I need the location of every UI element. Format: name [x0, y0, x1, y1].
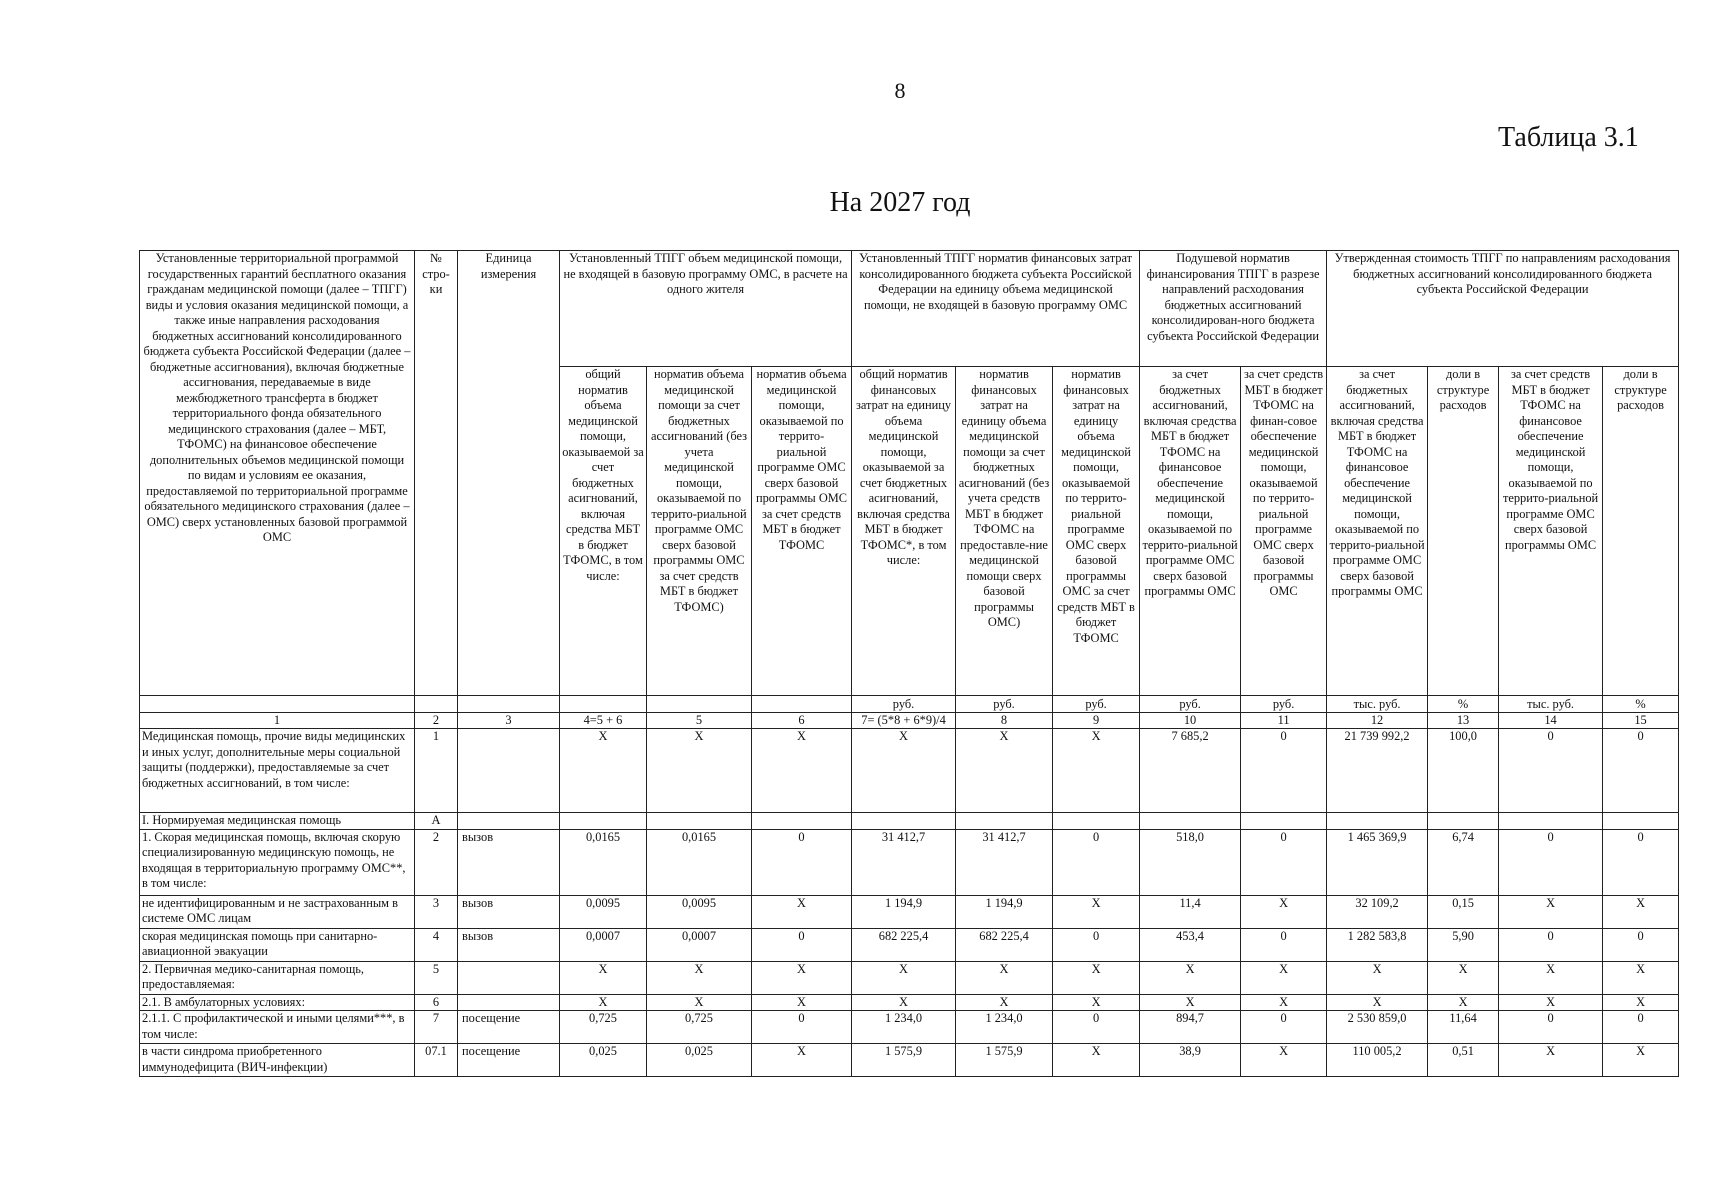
cell: X: [852, 994, 956, 1011]
header-col-description: Установленные территориальной программой государственных гарантий бесплатного оказания гражданам медицинской помощи (далее – ТПГГ) виды и условия оказания медицинской помощи, а также иные направления расходования бюджетных ассигнований консолидированного бюджета субъекта Российской Федерации (далее – бюджетные ассигнования), включая бюджетные ассигнования, передаваемые в виде межбюджетного трансферта в бюджет территориального фонда обязательного медицинского страхования (далее – МБТ, ТФОМС) на финансовое обеспечение дополнительных объемов медицинской помощи по видам и условиям ее оказания, предоставляемой по территориальной программе обязательного медицинского страхования (далее – ОМС) сверх установленных базовой программой ОМС: [140, 251, 415, 696]
cell: [647, 813, 752, 830]
unit-cell: %: [1603, 696, 1679, 713]
cell: X: [560, 994, 647, 1011]
cell: 0: [1499, 829, 1603, 895]
cell: 0: [1053, 1011, 1140, 1044]
table-row: [140, 895, 1679, 928]
cell: X: [1053, 961, 1140, 994]
cell: X: [560, 729, 647, 813]
cell: 5,90: [1428, 928, 1499, 961]
cell: 0,025: [647, 1044, 752, 1077]
cell: 1 575,9: [852, 1044, 956, 1077]
cell: 0,725: [647, 1011, 752, 1044]
cell: 11,64: [1428, 1011, 1499, 1044]
cell: [1603, 813, 1679, 830]
row-unit: вызов: [458, 895, 560, 928]
cell: X: [647, 961, 752, 994]
column-number: 1: [140, 713, 415, 729]
cell: 894,7: [1140, 1011, 1241, 1044]
cell: X: [852, 961, 956, 994]
cell: [560, 813, 647, 830]
cell: X: [852, 729, 956, 813]
header-col-15: доли в структуре расходов: [1603, 367, 1679, 696]
row-number: 5: [415, 961, 458, 994]
cell: X: [1603, 1044, 1679, 1077]
cell: X: [1327, 994, 1428, 1011]
row-number: 7: [415, 1011, 458, 1044]
cell: X: [752, 1044, 852, 1077]
column-number: 8: [956, 713, 1053, 729]
header-col-row-number: № стро-ки: [415, 251, 458, 696]
cell: [956, 813, 1053, 830]
row-unit: [458, 994, 560, 1011]
cell: 0: [1241, 829, 1327, 895]
cell: [1140, 813, 1241, 830]
cell: X: [1140, 961, 1241, 994]
cell: 0: [1241, 729, 1327, 813]
unit-cell: руб.: [1140, 696, 1241, 713]
row-unit: [458, 961, 560, 994]
cell: [1499, 813, 1603, 830]
header-col-7: общий норматив финансовых затрат на единицу объема медицинской помощи, оказываемой за счет бюджетных асигнований, включая средства МБТ в бюджет ТФОМС*, в том числе:: [852, 367, 956, 696]
cell: 100,0: [1428, 729, 1499, 813]
row-unit: вызов: [458, 829, 560, 895]
cell: X: [1603, 961, 1679, 994]
row-name: I. Нормируемая медицинская помощь: [140, 813, 415, 830]
cell: X: [752, 961, 852, 994]
cell: X: [1053, 994, 1140, 1011]
cell: 453,4: [1140, 928, 1241, 961]
row-unit: вызов: [458, 928, 560, 961]
row-name: не идентифицированным и не застрахованным в системе ОМС лицам: [140, 895, 415, 928]
cell: 31 412,7: [956, 829, 1053, 895]
header-col-10: за счет бюджетных ассигнований, включая средства МБТ в бюджет ТФОМС на финансовое обеспечение медицинской помощи, оказываемой по террито-риальной программе ОМС сверх базовой программы ОМС: [1140, 367, 1241, 696]
row-name: 2.1.1. С профилактической и иными целями***, в том числе:: [140, 1011, 415, 1044]
row-name: 2. Первичная медико-санитарная помощь, предоставляемая:: [140, 961, 415, 994]
unit-cell: руб.: [956, 696, 1053, 713]
cell: 682 225,4: [852, 928, 956, 961]
cell: 0,15: [1428, 895, 1499, 928]
cell: 0,0095: [560, 895, 647, 928]
row-name: Медицинская помощь, прочие виды медицинских и иных услуг, дополнительные меры социальной защиты (поддержки), предоставляемые за счет бюджетных ассигнований, в том числе:: [140, 729, 415, 813]
cell: 2 530 859,0: [1327, 1011, 1428, 1044]
row-unit: [458, 729, 560, 813]
table-row: [140, 829, 1679, 895]
header-col-unit: Единица измерения: [458, 251, 560, 696]
budget-table: [139, 250, 1679, 1077]
cell: X: [956, 994, 1053, 1011]
row-number: A: [415, 813, 458, 830]
row-name: 2.1. В амбулаторных условиях:: [140, 994, 415, 1011]
unit-cell: руб.: [1241, 696, 1327, 713]
cell: 0,0095: [647, 895, 752, 928]
cell: X: [1499, 895, 1603, 928]
cell: 0: [1241, 928, 1327, 961]
cell: 110 005,2: [1327, 1044, 1428, 1077]
cell: [1053, 813, 1140, 830]
cell: 0: [752, 928, 852, 961]
unit-cell: руб.: [852, 696, 956, 713]
header-row-groups: [140, 251, 1679, 367]
column-number: 7= (5*8 + 6*9)/4: [852, 713, 956, 729]
cell: X: [1241, 994, 1327, 1011]
cell: 0,025: [560, 1044, 647, 1077]
column-number: 13: [1428, 713, 1499, 729]
cell: 0,0007: [647, 928, 752, 961]
cell: 0: [1603, 729, 1679, 813]
header-col-9: норматив финансовых затрат на единицу объема медицинской помощи, оказываемой по террито-риальной программе ОМС сверх базовой программы ОМС за счет средств МБТ в бюджет ТФОМС: [1053, 367, 1140, 696]
cell: 0: [752, 1011, 852, 1044]
cell: [1428, 813, 1499, 830]
table-label: Таблица 3.1: [1498, 122, 1639, 153]
cell: X: [647, 729, 752, 813]
cell: 0: [1499, 1011, 1603, 1044]
column-number: 15: [1603, 713, 1679, 729]
row-unit: посещение: [458, 1011, 560, 1044]
cell: X: [647, 994, 752, 1011]
column-number: 10: [1140, 713, 1241, 729]
cell: X: [1053, 729, 1140, 813]
header-col-14: за счет средств МБТ в бюджет ТФОМС на финансовое обеспечение медицинской помощи, оказываемой по террито-риальной программе ОМС сверх базовой программы ОМС: [1499, 367, 1603, 696]
cell: 21 739 992,2: [1327, 729, 1428, 813]
table-row: [140, 813, 1679, 830]
table-row: [140, 928, 1679, 961]
cell: X: [752, 895, 852, 928]
cell: 0: [1499, 928, 1603, 961]
header-group-volume: Установленный ТПГГ объем медицинской помощи, не входящей в базовую программу ОМС, в расчете на одного жителя: [560, 251, 852, 367]
cell: [852, 813, 956, 830]
row-name: скорая медицинская помощь при санитарно-авиационной эвакуации: [140, 928, 415, 961]
row-number: 3: [415, 895, 458, 928]
table-row: [140, 1044, 1679, 1077]
cell: 518,0: [1140, 829, 1241, 895]
cell: 0,725: [560, 1011, 647, 1044]
column-number: 14: [1499, 713, 1603, 729]
table-row: [140, 1011, 1679, 1044]
row-number: 1: [415, 729, 458, 813]
cell: 6,74: [1428, 829, 1499, 895]
header-col-4: общий норматив объема медицинской помощи, оказываемой за счет бюджетных асигнований, включая средства МБТ в бюджет ТФОМС, в том числе:: [560, 367, 647, 696]
row-number: 6: [415, 994, 458, 1011]
cell: X: [1053, 1044, 1140, 1077]
header-group-per-capita: Подушевой норматив финансирования ТПГГ в разрезе направлений расходования бюджетных ассигнований консолидирован-ного бюджета субъекта Российской Федерации: [1140, 251, 1327, 367]
header-col-11: за счет средств МБТ в бюджет ТФОМС на финан-совое обеспечение медицинской помощи, оказываемой по террито-риальной программе ОМС сверх базовой программы ОМС: [1241, 367, 1327, 696]
cell: 0: [1053, 829, 1140, 895]
unit-cell: %: [1428, 696, 1499, 713]
cell: 0: [1603, 1011, 1679, 1044]
row-number: 2: [415, 829, 458, 895]
cell: 0,51: [1428, 1044, 1499, 1077]
cell: X: [752, 729, 852, 813]
cell: X: [956, 729, 1053, 813]
cell: 1 282 583,8: [1327, 928, 1428, 961]
column-numbers-row: [140, 713, 1679, 729]
cell: X: [956, 961, 1053, 994]
header-col-12: за счет бюджетных ассигнований, включая средства МБТ в бюджет ТФОМС на финансовое обеспечение медицинской помощи, оказываемой по террито-риальной программе ОМС сверх базовой программы ОМС: [1327, 367, 1428, 696]
cell: X: [1499, 994, 1603, 1011]
cell: 1 234,0: [956, 1011, 1053, 1044]
cell: 0: [1053, 928, 1140, 961]
column-number: 9: [1053, 713, 1140, 729]
cell: 0,0165: [647, 829, 752, 895]
column-number: 2: [415, 713, 458, 729]
row-name: в части синдрома приобретенного иммунодефицита (ВИЧ-инфекции): [140, 1044, 415, 1077]
cell: X: [1499, 1044, 1603, 1077]
column-number: 5: [647, 713, 752, 729]
cell: [1241, 813, 1327, 830]
cell: 0: [752, 829, 852, 895]
cell: 1 575,9: [956, 1044, 1053, 1077]
cell: 7 685,2: [1140, 729, 1241, 813]
cell: X: [1241, 895, 1327, 928]
unit-cell: тыс. руб.: [1499, 696, 1603, 713]
header-col-6: норматив объема медицинской помощи, оказываемой по террито-риальной программе ОМС сверх базовой программы ОМС за счет средств МБТ в бюджет ТФОМС: [752, 367, 852, 696]
column-number: 4=5 + 6: [560, 713, 647, 729]
cell: 1 234,0: [852, 1011, 956, 1044]
cell: X: [1603, 895, 1679, 928]
cell: X: [560, 961, 647, 994]
cell: 682 225,4: [956, 928, 1053, 961]
cell: X: [1428, 994, 1499, 1011]
cell: 31 412,7: [852, 829, 956, 895]
row-name: 1. Скорая медицинская помощь, включая скорую специализированную медицинскую помощь, не входящая в территориальную программу ОМС**, в том числе:: [140, 829, 415, 895]
column-number: 3: [458, 713, 560, 729]
cell: 0: [1603, 829, 1679, 895]
unit-cell: тыс. руб.: [1327, 696, 1428, 713]
cell: 11,4: [1140, 895, 1241, 928]
units-row: [140, 696, 1679, 713]
column-number: 12: [1327, 713, 1428, 729]
cell: [752, 813, 852, 830]
cell: X: [1241, 1044, 1327, 1077]
header-col-5: норматив объема медицинской помощи за счет бюджетных ассигнований (без учета медицинской помощи, оказываемой по террито-риальной программе ОМС сверх базовой программы ОМС за счет средств МБТ в бюджет ТФОМС): [647, 367, 752, 696]
cell: X: [752, 994, 852, 1011]
cell: X: [1053, 895, 1140, 928]
cell: X: [1428, 961, 1499, 994]
cell: 1 194,9: [956, 895, 1053, 928]
cell: X: [1327, 961, 1428, 994]
cell: X: [1140, 994, 1241, 1011]
cell: 0,0165: [560, 829, 647, 895]
table-row: [140, 961, 1679, 994]
header-col-13: доли в структуре расходов: [1428, 367, 1499, 696]
cell: 1 465 369,9: [1327, 829, 1428, 895]
cell: 0,0007: [560, 928, 647, 961]
cell: X: [1499, 961, 1603, 994]
table-row: [140, 994, 1679, 1011]
year-title: На 2027 год: [829, 187, 971, 218]
row-number: 07.1: [415, 1044, 458, 1077]
cell: 0: [1603, 928, 1679, 961]
header-col-8: норматив финансовых затрат на единицу объема медицинской помощи за счет бюджетных асигнований (без учета средств МБТ в бюджет ТФОМС на предоставле-ние медицинской помощи сверх базовой программы ОМС): [956, 367, 1053, 696]
cell: 0: [1241, 1011, 1327, 1044]
row-unit: [458, 813, 560, 830]
page-number: 8: [894, 78, 906, 103]
cell: X: [1241, 961, 1327, 994]
cell: 32 109,2: [1327, 895, 1428, 928]
row-number: 4: [415, 928, 458, 961]
column-number: 6: [752, 713, 852, 729]
unit-cell: руб.: [1053, 696, 1140, 713]
row-unit: посещение: [458, 1044, 560, 1077]
header-group-approved-cost: Утвержденная стоимость ТПГГ по направлениям расходования бюджетных ассигнований консолидированного бюджета субъекта Российской Федерации: [1327, 251, 1679, 367]
cell: X: [1603, 994, 1679, 1011]
cell: 1 194,9: [852, 895, 956, 928]
cell: 38,9: [1140, 1044, 1241, 1077]
cell: [1327, 813, 1428, 830]
header-group-cost-norm: Установленный ТПГГ норматив финансовых затрат консолидированного бюджета субъекта Российской Федерации на единицу объема медицинской помощи, не входящей в базовую программу ОМС: [852, 251, 1140, 367]
cell: 0: [1499, 729, 1603, 813]
column-number: 11: [1241, 713, 1327, 729]
table-row: [140, 729, 1679, 813]
